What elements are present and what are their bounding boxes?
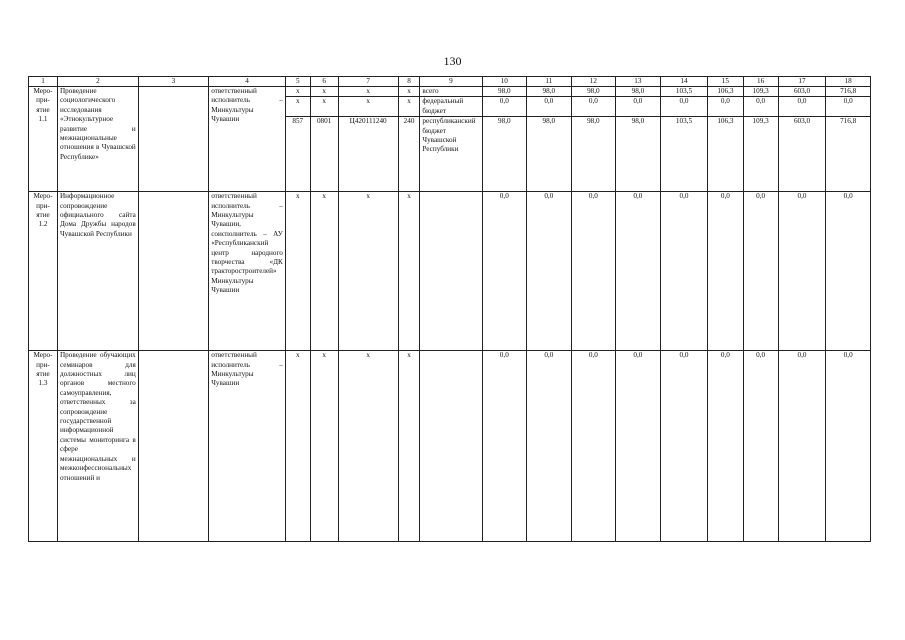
value-cell: 98,0: [616, 87, 661, 97]
value-cell: 0,0: [616, 97, 661, 117]
column-header: 4: [209, 77, 286, 87]
grbs-code: x: [285, 192, 310, 351]
grbs-code: x: [285, 97, 310, 117]
event-code: Меро-при-ятие 1.1: [29, 87, 58, 192]
event-responsible: ответственный исполнитель – Минкультуры Чувашии: [209, 351, 286, 542]
event-col3: [138, 192, 208, 351]
column-header: 9: [420, 77, 482, 87]
event-col3: [138, 87, 208, 192]
value-cell: 603,0: [778, 87, 826, 97]
value-cell: 0,0: [482, 97, 527, 117]
value-cell: 0,0: [708, 192, 743, 351]
value-cell: 0,0: [826, 97, 871, 117]
funding-source: республиканский бюджет Чувашской Республики: [420, 117, 482, 192]
funding-source: [420, 351, 482, 542]
value-cell: 716,8: [826, 117, 871, 192]
value-cell: 0,0: [660, 351, 708, 542]
column-header: 12: [571, 77, 616, 87]
value-cell: 103,5: [660, 87, 708, 97]
column-header: 17: [778, 77, 826, 87]
expense-type: 240: [398, 117, 420, 192]
value-cell: 0,0: [482, 192, 527, 351]
value-cell: 0,0: [826, 351, 871, 542]
value-cell: 98,0: [571, 87, 616, 97]
target-article: Ц420111240: [338, 117, 398, 192]
section-code: x: [310, 97, 338, 117]
value-cell: 0,0: [571, 97, 616, 117]
expense-type: x: [398, 351, 420, 542]
value-cell: 0,0: [660, 192, 708, 351]
table-row: [29, 192, 871, 351]
target-article: x: [338, 87, 398, 97]
value-cell: 0,0: [708, 351, 743, 542]
value-cell: 109,3: [743, 87, 778, 97]
column-header: 3: [138, 77, 208, 87]
value-cell: 603,0: [778, 117, 826, 192]
column-header: 11: [527, 77, 572, 87]
value-cell: 98,0: [482, 117, 527, 192]
section-code: 0801: [310, 117, 338, 192]
value-cell: 0,0: [527, 97, 572, 117]
column-header: 15: [708, 77, 743, 87]
value-cell: 103,5: [660, 117, 708, 192]
target-article: x: [338, 97, 398, 117]
column-header: 2: [57, 77, 138, 87]
event-name: Проведение социологического исследования «Этнокультурное развитие и межнациональные отношения в Чувашской Республике»: [57, 87, 138, 192]
section-code: x: [310, 87, 338, 97]
column-header: 14: [660, 77, 708, 87]
column-header: 6: [310, 77, 338, 87]
value-cell: 0,0: [616, 192, 661, 351]
column-header: 16: [743, 77, 778, 87]
event-code: Меро-при-ятие 1.2: [29, 192, 58, 351]
value-cell: 0,0: [778, 351, 826, 542]
value-cell: 0,0: [571, 192, 616, 351]
value-cell: 0,0: [743, 97, 778, 117]
value-cell: 98,0: [527, 87, 572, 97]
value-cell: 0,0: [743, 192, 778, 351]
event-name: Информационное сопровождение официального сайта Дома Дружбы народов Чувашской Республики: [57, 192, 138, 351]
value-cell: 98,0: [527, 117, 572, 192]
expense-type: x: [398, 87, 420, 97]
section-code: x: [310, 351, 338, 542]
value-cell: 0,0: [708, 97, 743, 117]
funding-source: всего: [420, 87, 482, 97]
value-cell: 106,3: [708, 117, 743, 192]
column-header: 10: [482, 77, 527, 87]
funding-source: федеральный бюджет: [420, 97, 482, 117]
value-cell: 98,0: [616, 117, 661, 192]
target-article: x: [338, 351, 398, 542]
value-cell: 0,0: [743, 351, 778, 542]
value-cell: 0,0: [660, 97, 708, 117]
event-responsible: ответственный исполнитель – Минкультуры Чувашии, соисполнитель – АУ «Республиканский центр народного творчества «ДК тракторостроителей» Минкультуры Чувашии: [209, 192, 286, 351]
value-cell: 0,0: [527, 192, 572, 351]
expense-type: x: [398, 97, 420, 117]
value-cell: 109,3: [743, 117, 778, 192]
value-cell: 0,0: [616, 351, 661, 542]
column-header: 18: [826, 77, 871, 87]
funding-source: [420, 192, 482, 351]
budget-table: [28, 76, 871, 542]
value-cell: 0,0: [778, 97, 826, 117]
value-cell: 0,0: [527, 351, 572, 542]
column-header: 13: [616, 77, 661, 87]
value-cell: 106,3: [708, 87, 743, 97]
event-responsible: ответственный исполнитель – Минкультуры Чувашии: [209, 87, 286, 192]
event-code: Меро-при-ятие 1.3: [29, 351, 58, 542]
value-cell: 98,0: [482, 87, 527, 97]
page-number: 130: [443, 54, 462, 68]
column-header: 5: [285, 77, 310, 87]
table-row: [29, 351, 871, 542]
table-row: [29, 87, 871, 97]
grbs-code: x: [285, 87, 310, 97]
value-cell: 0,0: [482, 351, 527, 542]
value-cell: 716,8: [826, 87, 871, 97]
expense-type: x: [398, 192, 420, 351]
section-code: x: [310, 192, 338, 351]
value-cell: 0,0: [778, 192, 826, 351]
value-cell: 98,0: [571, 117, 616, 192]
grbs-code: x: [285, 351, 310, 542]
column-header: 1: [29, 77, 58, 87]
column-header: 7: [338, 77, 398, 87]
event-name: Проведение обучающих семинаров для должностных лиц органов местного самоуправления, ответственных за сопровождение государственной информационной системы мониторинга в сфере межнациональных и межконфессиональных отношений и: [57, 351, 138, 542]
grbs-code: 857: [285, 117, 310, 192]
column-number-row: [29, 77, 871, 87]
value-cell: 0,0: [826, 192, 871, 351]
target-article: x: [338, 192, 398, 351]
value-cell: 0,0: [571, 351, 616, 542]
event-col3: [138, 351, 208, 542]
column-header: 8: [398, 77, 420, 87]
